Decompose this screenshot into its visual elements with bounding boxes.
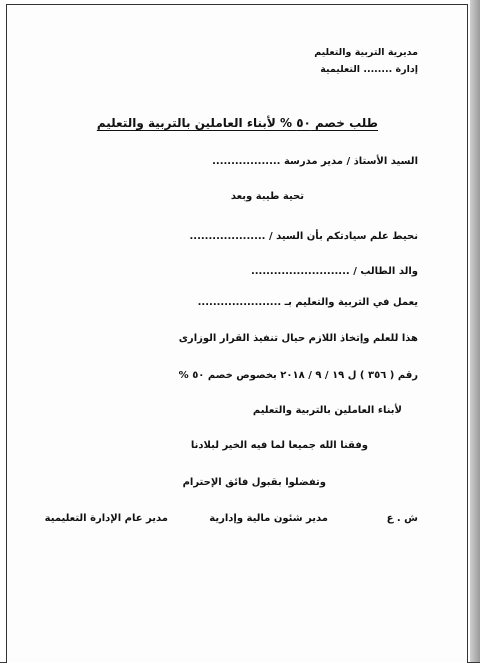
closing-line: وتفضلوا بقبول فائق الإحترام	[182, 477, 326, 488]
general-director-signature-label: مدير عام الإدارة التعليمية	[44, 513, 168, 524]
action-line: هذا للعلم وإتخاذ اللازم حيال تنفيذ القرار الوزارى	[178, 333, 418, 344]
addressee-line: السيد الأستاذ / مدير مدرسة ..................	[212, 156, 418, 167]
inform-line: نحيط علم سيادتكم بأن السيد / ....................	[189, 231, 418, 242]
workplace-line: يعمل في التربية والتعليم بـ ......................	[197, 297, 418, 308]
directorate-label: مديرية التربية والتعليم	[314, 47, 418, 58]
administration-label: إدارة ........ التعليمية	[320, 64, 418, 75]
greeting-line: تحية طيبة وبعد	[230, 191, 304, 202]
employee-signature-label: ش . ع	[386, 513, 418, 524]
decree-line: رقم ( ٣٥٦ ) ل ١٩ / ٩ / ٢٠١٨ بخصوص خصم ٥٠ %	[178, 370, 418, 381]
beneficiaries-line: لأبناء العاملين بالتربية والتعليم	[252, 405, 402, 416]
page-edge-shadow	[470, 0, 480, 662]
guardian-line: والد الطالب / ..........................	[250, 266, 418, 277]
prayer-line: وفقنا الله جميعا لما فيه الخير لبلادنا	[190, 440, 368, 451]
document-title: طلب خصم ٥٠ % لأبناء العاملين بالتربية والتعليم	[96, 116, 378, 130]
finance-manager-signature-label: مدير شئون مالية وإدارية	[209, 513, 328, 524]
